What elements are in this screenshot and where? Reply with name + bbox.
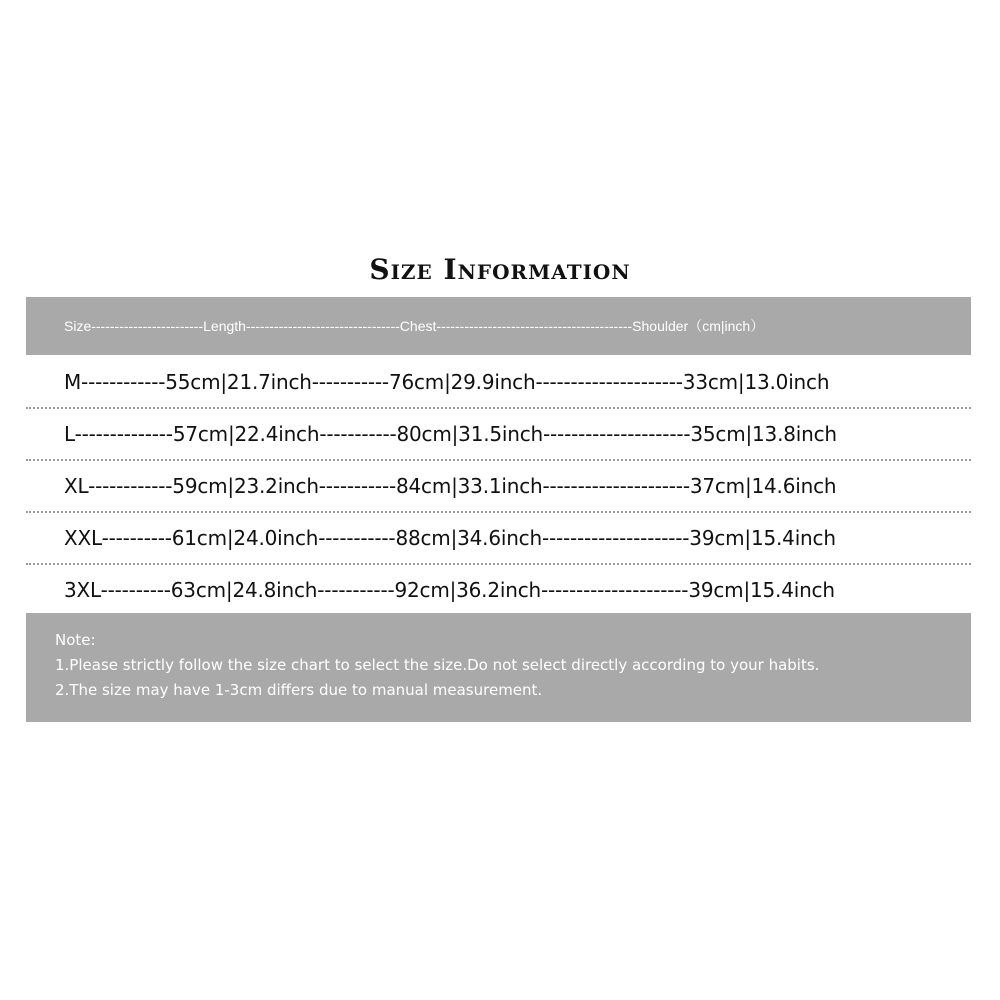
- row-text: M------------55cm|21.7inch-----------76cm|29.9inch---------------------33cm|13.0inch: [64, 370, 830, 394]
- table-row: [26, 357, 971, 409]
- page-title: Size Information: [369, 253, 631, 286]
- note-title: Note:: [55, 631, 96, 649]
- row-text: XXL----------61cm|24.0inch-----------88cm|34.6inch---------------------39cm|15.4inch: [64, 526, 836, 550]
- row-text: L--------------57cm|22.4inch-----------80cm|31.5inch---------------------35cm|13.8inch: [64, 422, 837, 446]
- table-row: [26, 565, 971, 617]
- table-header: [26, 297, 971, 355]
- row-text: 3XL----------63cm|24.8inch-----------92cm|36.2inch---------------------39cm|15.4inch: [64, 578, 835, 602]
- note-line: 1.Please strictly follow the size chart to select the size.Do not select directly according to your habits.: [55, 656, 820, 674]
- size-table: [26, 357, 971, 617]
- note-line: 2.The size may have 1-3cm differs due to manual measurement.: [55, 681, 543, 699]
- table-row: [26, 409, 971, 461]
- table-header-text: Size------------------------Length---------------------------------Chest------------------------------------------Shoulder（cm|inch）: [64, 318, 765, 334]
- table-row: [26, 461, 971, 513]
- row-text: XL------------59cm|23.2inch-----------84cm|33.1inch---------------------37cm|14.6inch: [64, 474, 837, 498]
- note-box: [26, 613, 971, 722]
- table-row: [26, 513, 971, 565]
